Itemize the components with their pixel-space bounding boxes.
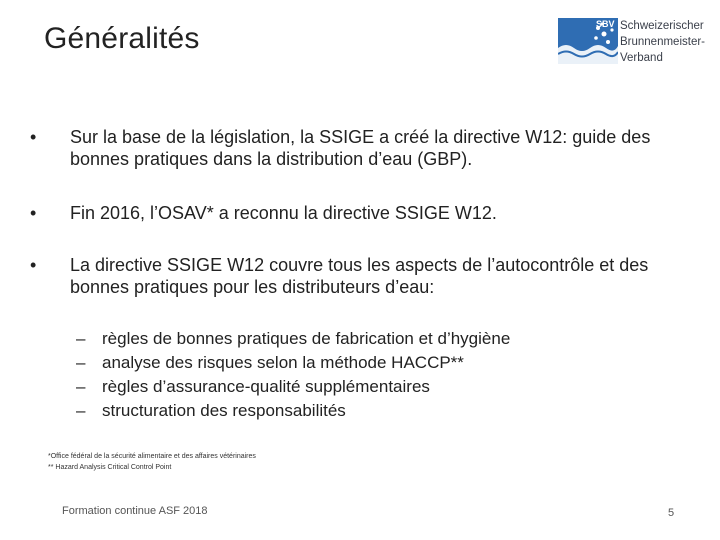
bullet-item [30, 126, 680, 170]
sbv-logo [556, 16, 716, 66]
logo-line-3: Verband [620, 52, 663, 64]
bullet-marker: • [30, 203, 37, 223]
sub-item [76, 327, 596, 351]
slide-title: Généralités [44, 22, 200, 55]
bullet-text: Fin 2016, l’OSAV* a reconnu la directive SSIGE W12. [70, 203, 497, 223]
bullet-item [30, 254, 680, 298]
footnote: *Office fédéral de la sécurité alimentaire et des affaires vétérinaires [48, 453, 256, 460]
sub-item [76, 399, 596, 423]
sub-marker: – [76, 401, 86, 420]
bullet-marker: • [30, 255, 37, 275]
bullet-item [30, 202, 680, 224]
bullet-marker: • [30, 127, 37, 147]
footer-text: Formation continue ASF 2018 [62, 505, 208, 517]
sub-marker: – [76, 353, 86, 372]
logo-line-2: Brunnenmeister- [620, 36, 706, 48]
logo-abbr: SBV [596, 19, 615, 29]
footnote: ** Hazard Analysis Critical Control Point [48, 464, 172, 471]
sub-text: règles de bonnes pratiques de fabrication et d’hygiène [102, 329, 511, 348]
sub-item [76, 375, 596, 399]
sub-marker: – [76, 329, 86, 348]
sub-text: analyse des risques selon la méthode HACCP** [102, 353, 464, 372]
bullet-text: La directive SSIGE W12 couvre tous les aspects de l’autocontrôle et des bonnes pratiques pour les distributeurs d’eau: [70, 255, 649, 297]
page-number: 5 [668, 507, 675, 519]
bullet-text: Sur la base de la législation, la SSIGE a créé la directive W12: guide des bonnes pratiques dans la distribution d’eau (GBP). [70, 127, 651, 169]
sub-text: structuration des responsabilités [102, 401, 346, 420]
sub-item [76, 351, 596, 375]
logo-line-1: Schweizerischer [620, 20, 704, 32]
water-logo-icon [558, 18, 618, 64]
sub-text: règles d’assurance-qualité supplémentaires [102, 377, 430, 396]
sub-marker: – [76, 377, 86, 396]
logo-text [620, 18, 705, 66]
